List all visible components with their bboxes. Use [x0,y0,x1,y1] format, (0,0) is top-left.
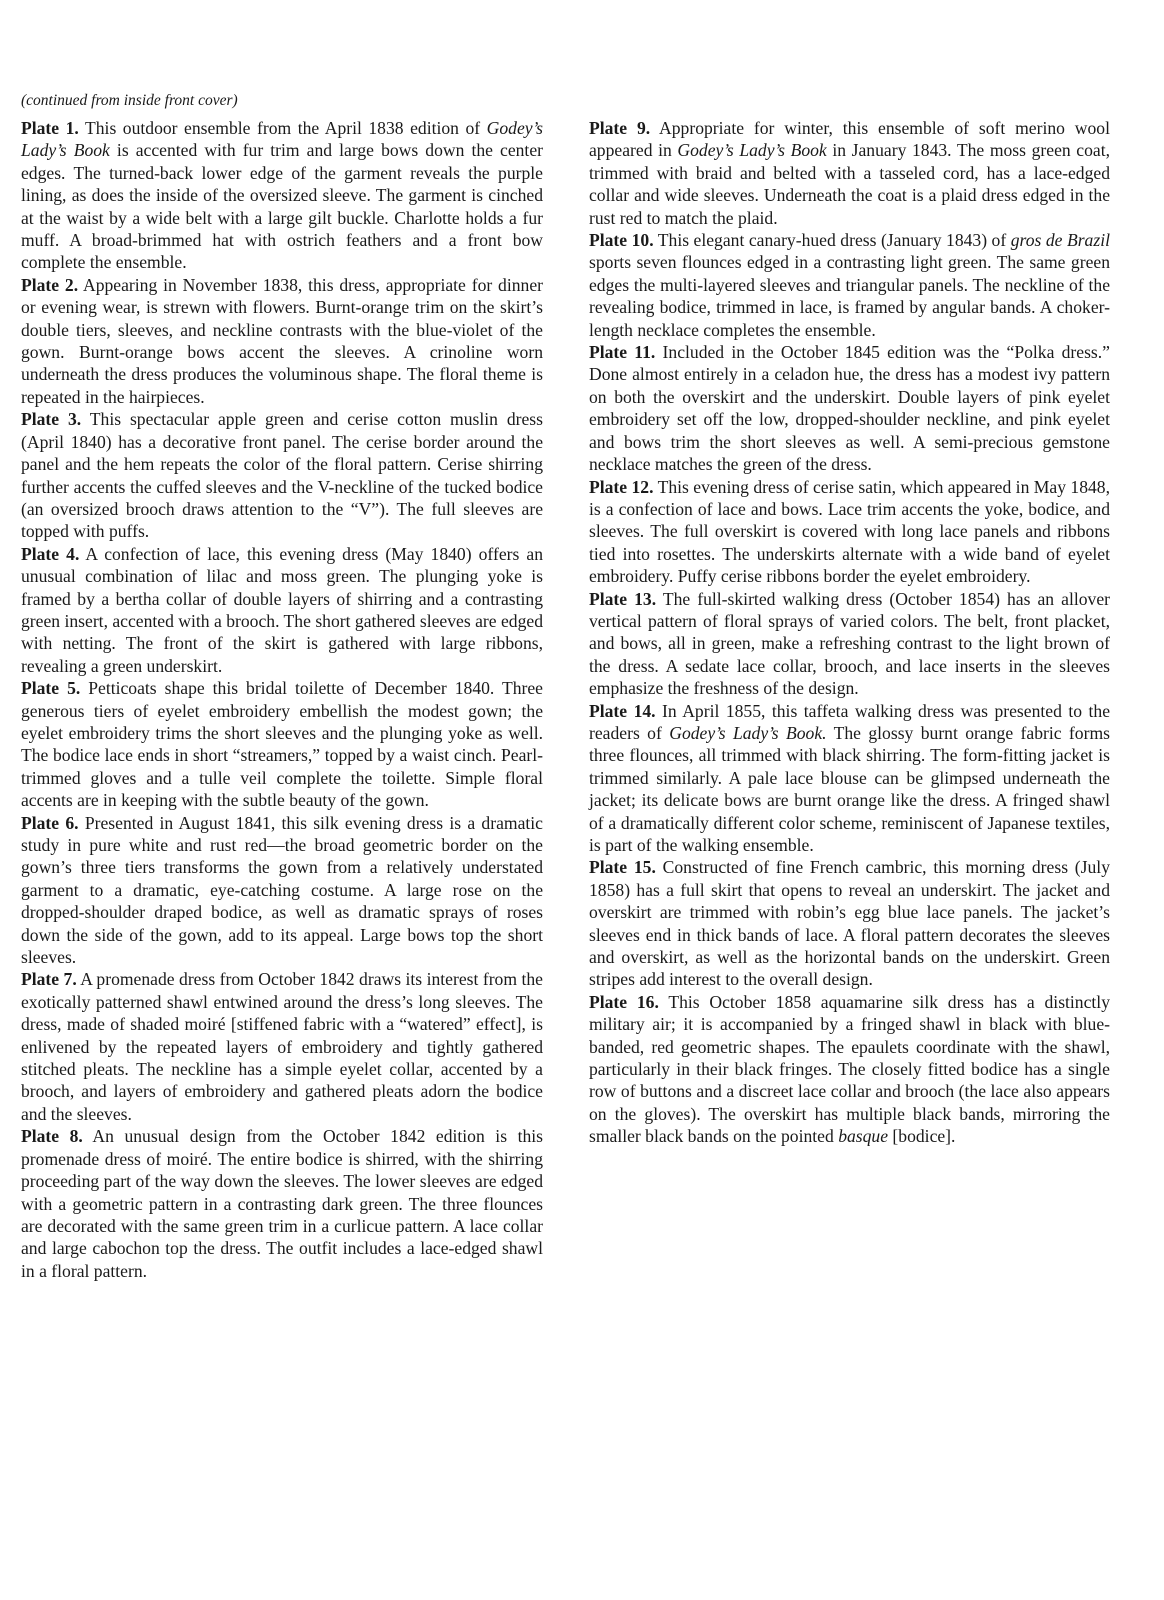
italic-text: gros de Brazil [1010,230,1110,251]
plate-entry [21,543,543,677]
plate-label: Plate 13. [589,588,657,609]
italic-text: Godey’s Lady’s Book [677,140,827,161]
plate-label: Plate 5. [21,678,81,699]
plate-label: Plate 9. [589,118,651,138]
plate-text: in January 1843. The moss green coat, trimmed with braid and belted with a tasseled cord, has a lace-edged collar and wide sleeves. Underneath the coat is a plaid dress edged in the rust red to match the plaid. [589,140,1110,228]
plate-text: Presented in August 1841, this silk evening dress is a dramatic study in pure white and rust red—the broad geometric border on the gown’s three tiers transforms the gown from a relatively understated garment to a dramatic, eye-catching costume. A large rose on the dropped-shoulder draped bodice, as well as dramatic sprays of roses down the side of the gown, add to its appeal. Large bows top the short sleeves. [21,812,543,968]
plate-text: In April 1855, this taffeta walking dress was presented to the readers of [589,700,1110,743]
plate-entry [589,229,1110,341]
plate-text: Petticoats shape this bridal toilette of December 1840. Three generous tiers of eyelet embroidery embellish the modest gown; the eyelet embroidery trims the short sleeves and the plunging yoke as well. The bodice lace ends in short “streamers,” topped by a waist cinch. Pearl-trimmed gloves and a tulle veil complete the toilette. Simple floral accents are in keeping with the subtle beauty of the gown. [21,678,543,811]
italic-text: Godey’s Lady’s Book [21,118,543,161]
plate-label: Plate 7. [21,969,77,990]
plate-text: Appropriate for winter, this ensemble of soft merino wool appeared in [589,118,1110,161]
plate-entry [589,476,1110,588]
continued-note: (continued from inside front cover) [21,92,238,109]
left-column [21,117,543,1282]
plate-label: Plate 2. [21,274,79,295]
plate-text: A promenade dress from October 1842 draws its interest from the exotically patterned shawl entwined around the dress’s long sleeves. The dress, made of shaded moiré [stiffened fabric with a “watered” effect], is enlivened by the repeated layers of embroidery and tightly gathered stitched pleats. The neckline has a simple eyelet collar, accented by a brooch, and layers of embroidery and gathered pleats adorn the bodice and the sleeves. [21,969,543,1124]
plate-label: Plate 14. [589,700,656,721]
plate-entry [589,856,1110,990]
plate-text: Included in the October 1845 edition was the “Polka dress.” Done almost entirely in a celadon hue, the dress has a modest ivy pattern on both the overskirt and the underskirt. Double layers of pink eyelet embroidery set off the low, dropped-shoulder neckline, and pink eyelet and bows trim the short sleeves as well. A semi-precious gemstone necklace matches the green of the dress. [589,342,1110,475]
plate-text: A confection of lace, this evening dress (May 1840) offers an unusual combination of lilac and moss green. The plunging yoke is framed by a bertha collar of double layers of shirring and a contrasting green insert, accented with a brooch. The short gathered sleeves are edged with netting. The front of the skirt is gathered with large ribbons, revealing a green underskirt. [21,543,543,676]
right-column [589,117,1110,1148]
plate-entry [589,991,1110,1148]
plate-entry [21,677,543,811]
plate-label: Plate 1. [21,118,79,138]
plate-entry [589,588,1110,700]
plate-label: Plate 15. [589,857,656,878]
plate-entry [21,408,543,542]
plate-label: Plate 12. [589,476,654,497]
plate-label: Plate 6. [21,812,79,833]
plate-text: This evening dress of cerise satin, which appeared in May 1848, is a confection of lace and bows. Lace trim accents the yoke, bodice, and sleeves. The full overskirt is covered with long lace panels and ribbons tied into rosettes. The underskirts alternate with a wide band of eyelet embroidery. Puffy cerise ribbons border the eyelet embroidery. [589,476,1111,587]
italic-text: basque [838,1126,889,1147]
plate-label: Plate 3. [21,409,82,430]
plate-entry [21,968,543,1125]
plate-text: This outdoor ensemble from the April 1838 edition of [78,118,487,138]
plate-text: Constructed of fine French cambric, this morning dress (July 1858) has a full skirt that opens to reveal an underskirt. The jacket and overskirt are trimmed with robin’s egg blue lace panels. The jacket’s sleeves end in thick bands of lace. A floral pattern decorates the sleeves and overskirt, as well as the horizontal bands on the underskirt. Green stripes add interest to the overall design. [589,857,1110,990]
plate-text: This October 1858 aquamarine silk dress has a distinctly military air; it is accompanied by a fringed shawl in black with blue-banded, red geometric shapes. The epaulets coordinate with the shawl, particularly in their black fringes. The closely fitted bodice has a single row of buttons and a discreet lace collar and brooch (the lace also appears on the gloves). The overskirt has multiple black bands, mirroring the smaller black bands on the pointed [589,991,1110,1147]
plate-label: Plate 10. [589,230,654,251]
plate-entry [21,274,543,408]
italic-text: Godey’s Lady’s Book. [669,722,827,743]
plate-entry [21,117,543,274]
plate-text: [bodice]. [888,1126,956,1147]
plate-entry [21,1125,543,1282]
plate-text: This elegant canary-hued dress (January 1843) of [653,230,1011,251]
plate-label: Plate 8. [21,1126,83,1147]
plate-text: The glossy burnt orange fabric forms three flounces, all trimmed with black shirring. The form-fitting jacket is trimmed similarly. A pale lace blouse can be glimpsed underneath the jacket; its delicate bows are burnt orange like the dress. A fringed shawl of a dramatically different color scheme, reminiscent of Japanese textiles, is part of the walking ensemble. [589,722,1110,855]
plate-entry [21,812,543,969]
plate-entry [589,117,1110,229]
plate-text: Appearing in November 1838, this dress, appropriate for dinner or evening wear, is strewn with flowers. Burnt-orange trim on the skirt’s double tiers, sleeves, and neckline contrasts with the blue-violet of the gown. Burnt-orange bows accent the sleeves. A crinoline worn underneath the dress produces the voluminous shape. The floral theme is repeated in the hairpieces. [21,274,543,407]
plate-label: Plate 11. [589,342,656,363]
plate-entry [589,341,1110,475]
plate-entry [589,700,1110,857]
plate-text: An unusual design from the October 1842 edition is this promenade dress of moiré. The entire bodice is shirred, with the shirring proceeding part of the way down the sleeves. The lower sleeves are edged with a geometric pattern in a contrasting dark green. The three flounces are decorated with the same green trim in a curlicue pattern. A lace collar and large cabochon top the dress. The outfit includes a lace-edged shawl in a floral pattern. [21,1126,543,1281]
plate-label: Plate 4. [21,543,80,564]
plate-text: The full-skirted walking dress (October 1854) has an allover vertical pattern of floral sprays of varied colors. The belt, front placket, and bows, all in green, make a refreshing contrast to the light brown of the dress. A sedate lace collar, brooch, and lace inserts in the sleeves emphasize the freshness of the design. [589,588,1110,699]
plate-label: Plate 16. [589,991,659,1012]
plate-text: is accented with fur trim and large bows down the center edges. The turned-back lower edge of the garment reveals the purple lining, as does the inside of the oversized sleeve. The garment is cinched at the waist by a wide belt with a large gilt buckle. Charlotte holds a fur muff. A broad-brimmed hat with ostrich feathers and a front bow complete the ensemble. [21,140,543,273]
plate-text: This spectacular apple green and cerise cotton muslin dress (April 1840) has a decorative front panel. The cerise border around the panel and the hem repeats the color of the floral pattern. Cerise shirring further accents the cuffed sleeves and the V-neckline of the tucked bodice (an oversized brooch draws attention to the “V”). The full sleeves are topped with puffs. [21,409,543,542]
plate-text: sports seven flounces edged in a contrasting light green. The same green edges the multi-layered sleeves and triangular panels. The neckline of the revealing bodice, trimmed in lace, is framed by angular bands. A choker-length necklace completes the ensemble. [589,252,1110,340]
